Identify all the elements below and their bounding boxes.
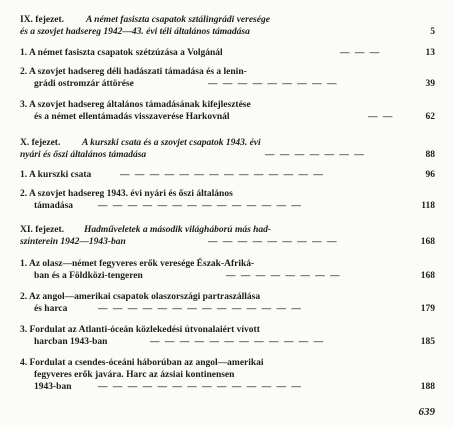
ch9-item-2-leaders: — — — — — — — — —	[208, 79, 338, 89]
chapter-11-page: 168	[420, 237, 435, 247]
ch9-item-3-text-2: és a német ellentámadás visszaverése Harkovnál	[34, 112, 230, 122]
chapter-9-title-part-2: és a szovjet hadsereg 1942—43. évi téli általános támadása	[20, 27, 250, 37]
ch10-item-1-leaders: — — — — — — — — — — — — — —	[120, 170, 325, 180]
ch10-item-2-page: 118	[421, 201, 435, 211]
ch11-item-1-page: 168	[420, 271, 435, 281]
ch10-item-2-text-1: 2. A szovjet hadsereg 1943. évi nyári és őszi általános	[20, 189, 233, 199]
ch9-item-1-text: 1. A német fasiszta csapatok szétzúzása a Volgánál	[20, 48, 223, 58]
ch9-item-3-page: 62	[425, 112, 435, 122]
ch11-item-2-leaders: — — — — — — — — — — — — — —	[98, 304, 303, 314]
ch11-item-4-page: 188	[420, 382, 435, 392]
chapter-10-leaders: — — — — — — —	[265, 150, 366, 160]
ch11-item-2-text-1: 2. Az angol—amerikai csapatok olaszországi partraszállása	[20, 292, 261, 302]
ch10-item-2-leaders: — — — — — — — — — — — — — —	[98, 201, 303, 211]
ch11-item-3-text-2: harcban 1943-ban	[34, 337, 108, 347]
ch11-item-3-page: 185	[420, 337, 435, 347]
ch9-item-2-text-1: 2. A szovjet hadsereg déli hadászati támadása és a lenin-	[20, 67, 247, 77]
ch9-item-3-leaders: — —	[368, 112, 394, 122]
ch10-item-1-text: 1. A kurszki csata	[20, 170, 92, 180]
ch9-item-3-text-1: 3. A szovjet hadsereg általános támadásának kifejlesztése	[20, 100, 251, 110]
chapter-9-label: IX. fejezet.	[20, 15, 65, 25]
ch11-item-3-text-1: 3. Fordulat az Atlanti-óceán közlekedési útvonalaiért vívott	[20, 325, 260, 335]
ch9-item-1-leaders: — — —	[340, 48, 381, 58]
ch10-item-2-text-2: támadása	[34, 201, 74, 211]
chapter-11-leaders: — — — — — — — — —	[208, 237, 338, 247]
ch10-item-1-page: 96	[425, 170, 435, 180]
chapter-11-title-part-1: Hadműveletek a második világháború más had-	[84, 225, 272, 235]
chapter-10-title-part-1: A kurszki csata és a szovjet csapatok 1943. évi	[82, 138, 261, 148]
ch9-item-1-page: 13	[425, 48, 435, 58]
ch11-item-1-text-1: 1. Az olasz—német fegyveres erők veresége Észak-Afriká-	[20, 259, 255, 269]
ch11-item-3-leaders: — — — — — — — — — — — —	[150, 337, 325, 347]
ch9-item-2-page: 39	[425, 79, 435, 89]
ch11-item-1-text-2: ban és a Földközi-tengeren	[34, 271, 143, 281]
chapter-10-page: 88	[425, 150, 435, 160]
chapter-10-label: X. fejezet.	[20, 138, 61, 148]
ch11-item-4-leaders: — — — — — — — — — — — — — —	[98, 382, 303, 392]
page-number: 639	[418, 406, 435, 418]
ch11-item-4-text-3: 1943-ban	[34, 382, 72, 392]
chapter-9-page: 5	[430, 27, 435, 37]
ch11-item-4-text-2: fegyveres erők javára. Harc az ázsiai kontinensen	[34, 370, 235, 380]
chapter-11-label: XI. fejezet.	[20, 225, 65, 235]
ch9-item-2-text-2: grádi ostromzár áttörése	[34, 79, 134, 89]
chapter-10-title-part-2: nyári és őszi általános támadása	[20, 150, 147, 160]
chapter-9-title-part-1: A német fasiszta csapatok sztálingrádi veresége	[86, 15, 270, 25]
ch11-item-4-text-1: 4. Fordulat a csendes-óceáni háborúban az angol—amerikai	[20, 358, 264, 368]
ch11-item-1-leaders: — — — — — — — —	[226, 271, 342, 281]
ch11-item-2-text-2: és harca	[34, 304, 68, 314]
chapter-11-title-part-2: színterein 1942—1943-ban	[20, 237, 126, 247]
ch11-item-2-page: 179	[420, 304, 435, 314]
